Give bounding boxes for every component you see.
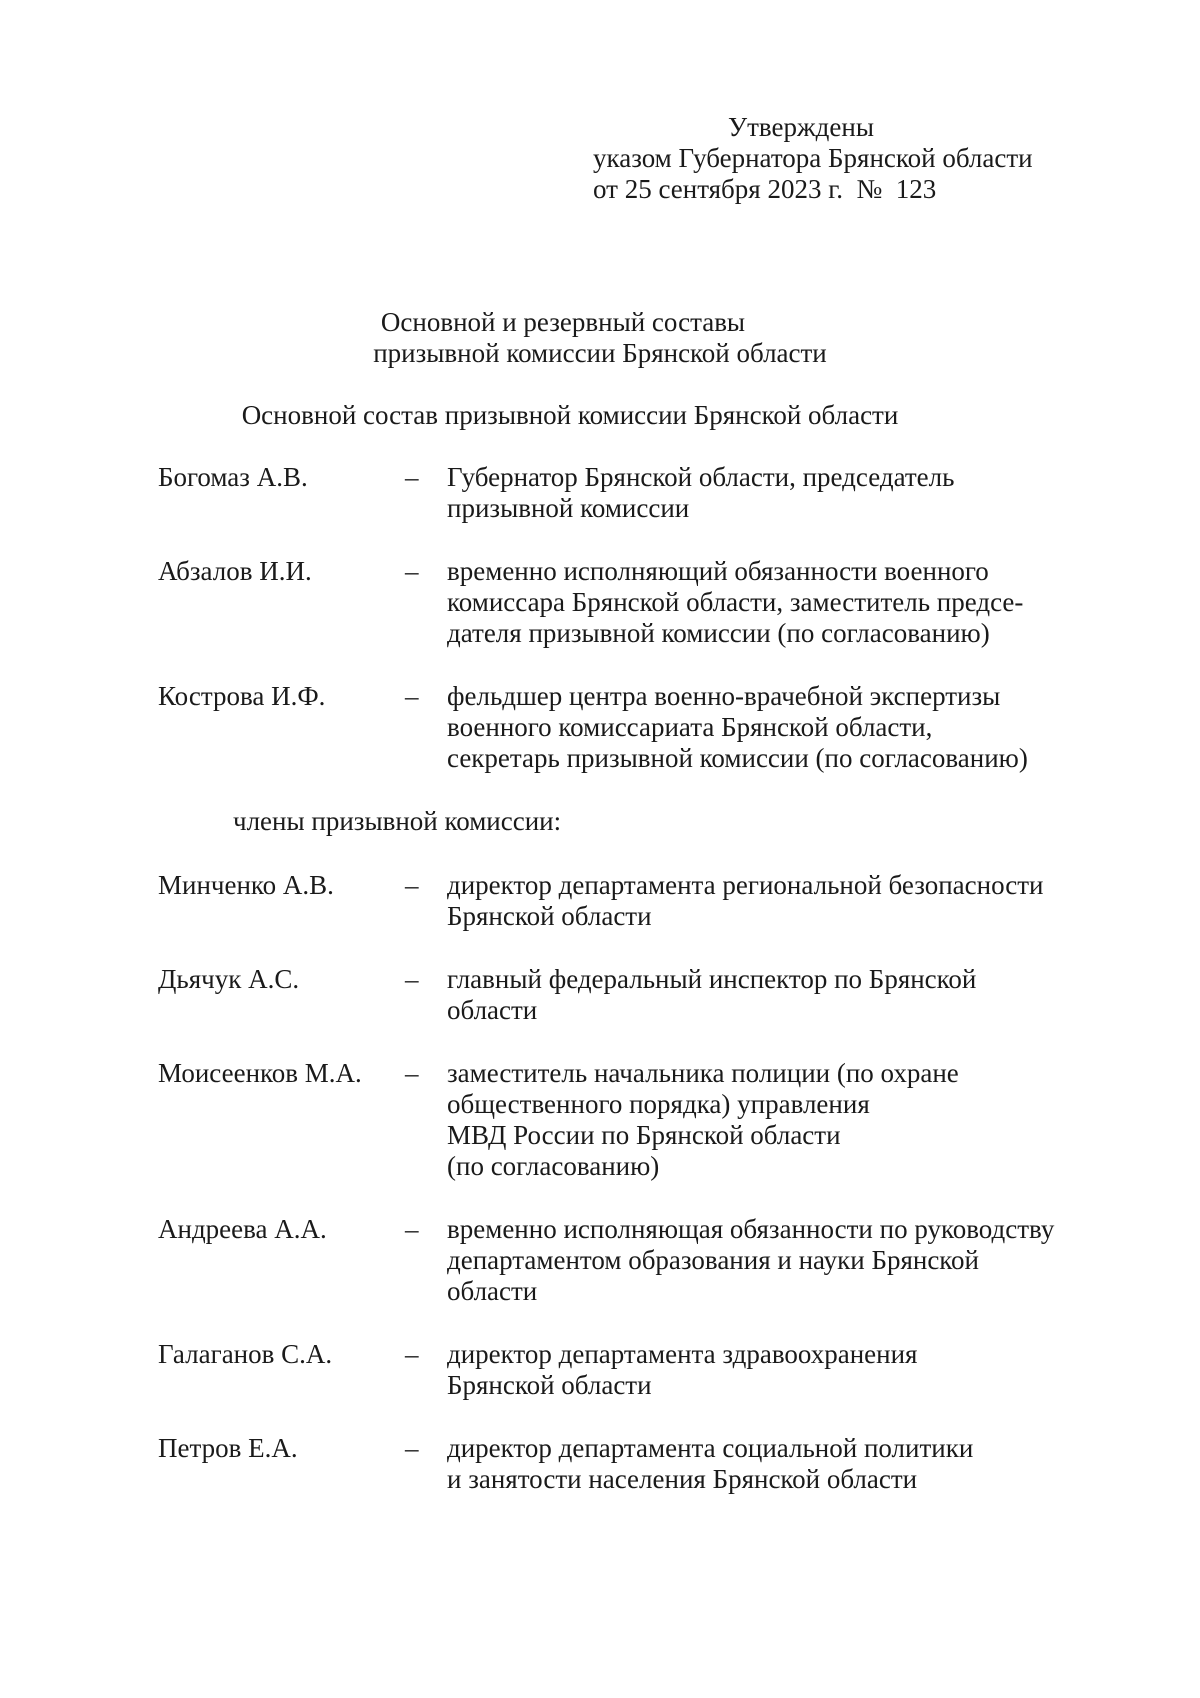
position-line: дателя призывной комиссии (по согласованию) bbox=[447, 618, 990, 648]
approval-line: Утверждены bbox=[728, 112, 874, 142]
position-line: заместитель начальника полиции (по охране bbox=[447, 1058, 959, 1088]
member-entry bbox=[158, 964, 1098, 1026]
member-entry bbox=[158, 1214, 1098, 1307]
title-line: призывной комиссии Брянской области bbox=[373, 338, 827, 368]
member-position bbox=[447, 1058, 1098, 1182]
dash-separator: – bbox=[405, 1433, 419, 1463]
dash-separator: – bbox=[405, 870, 419, 900]
members-label: члены призывной комиссии: bbox=[233, 806, 562, 836]
dash-separator: – bbox=[405, 964, 419, 994]
position-line: области bbox=[447, 1276, 538, 1306]
position-line: директор департамента здравоохранения bbox=[447, 1339, 918, 1369]
member-entry bbox=[158, 870, 1098, 932]
document-title bbox=[0, 307, 1200, 369]
position-line: фельдшер центра военно-врачебной экспертизы bbox=[447, 681, 1001, 711]
member-name: Абзалов И.И. bbox=[158, 556, 312, 586]
member-position bbox=[447, 870, 1098, 932]
dash-separator: – bbox=[405, 1339, 419, 1369]
member-entry bbox=[158, 462, 1098, 524]
dash-separator: – bbox=[405, 1058, 419, 1088]
position-line: призывной комиссии bbox=[447, 493, 690, 523]
section-subtitle: Основной состав призывной комиссии Брянской области bbox=[241, 400, 899, 430]
member-position bbox=[447, 556, 1098, 649]
position-line: Губернатор Брянской области, председатель bbox=[447, 462, 955, 492]
dash-separator: – bbox=[405, 681, 419, 711]
member-name: Петров Е.А. bbox=[158, 1433, 298, 1463]
position-line: МВД России по Брянской области bbox=[447, 1120, 841, 1150]
position-line: Брянской области bbox=[447, 1370, 652, 1400]
position-line: секретарь призывной комиссии (по согласованию) bbox=[447, 743, 1028, 773]
position-line: Брянской области bbox=[447, 901, 652, 931]
position-line: военного комиссариата Брянской области, bbox=[447, 712, 933, 742]
approval-block bbox=[593, 112, 1033, 205]
dash-separator: – bbox=[405, 556, 419, 586]
position-line: временно исполняющий обязанности военного bbox=[447, 556, 989, 586]
member-position bbox=[447, 681, 1098, 774]
position-line: общественного порядка) управления bbox=[447, 1089, 870, 1119]
position-line: области bbox=[447, 995, 538, 1025]
position-line: директор департамента региональной безопасности bbox=[447, 870, 1044, 900]
member-entry bbox=[158, 681, 1098, 774]
member-entry bbox=[158, 556, 1098, 649]
position-line: директор департамента социальной политики bbox=[447, 1433, 974, 1463]
leaders-list bbox=[158, 462, 1098, 774]
position-line: комиссара Брянской области, заместитель предсе- bbox=[447, 587, 1024, 617]
member-position bbox=[447, 1214, 1098, 1307]
member-name: Богомаз А.В. bbox=[158, 462, 308, 492]
position-line: (по согласованию) bbox=[447, 1151, 660, 1181]
member-name: Моисеенков М.А. bbox=[158, 1058, 362, 1088]
position-line: и занятости населения Брянской области bbox=[447, 1464, 918, 1494]
approval-line: от 25 сентября 2023 г. № 123 bbox=[593, 174, 937, 204]
member-name: Кострова И.Ф. bbox=[158, 681, 326, 711]
member-entry bbox=[158, 1339, 1098, 1401]
position-line: главный федеральный инспектор по Брянской bbox=[447, 964, 977, 994]
member-position bbox=[447, 964, 1098, 1026]
position-line: временно исполняющая обязанности по руководству bbox=[447, 1214, 1055, 1244]
position-line: департаментом образования и науки Брянской bbox=[447, 1245, 979, 1275]
member-position bbox=[447, 1433, 1098, 1495]
member-entry bbox=[158, 1433, 1098, 1495]
member-name: Галаганов С.А. bbox=[158, 1339, 333, 1369]
approval-line: указом Губернатора Брянской области bbox=[593, 143, 1033, 173]
members-list bbox=[158, 870, 1098, 1495]
member-name: Дьячук А.С. bbox=[158, 964, 300, 994]
member-position bbox=[447, 1339, 1098, 1401]
member-position bbox=[447, 462, 1098, 524]
title-line: Основной и резервный составы bbox=[380, 307, 746, 337]
member-name: Минченко А.В. bbox=[158, 870, 334, 900]
commission-list bbox=[158, 462, 1098, 1527]
dash-separator: – bbox=[405, 462, 419, 492]
dash-separator: – bbox=[405, 1214, 419, 1244]
member-name: Андреева А.А. bbox=[158, 1214, 327, 1244]
member-entry bbox=[158, 1058, 1098, 1182]
